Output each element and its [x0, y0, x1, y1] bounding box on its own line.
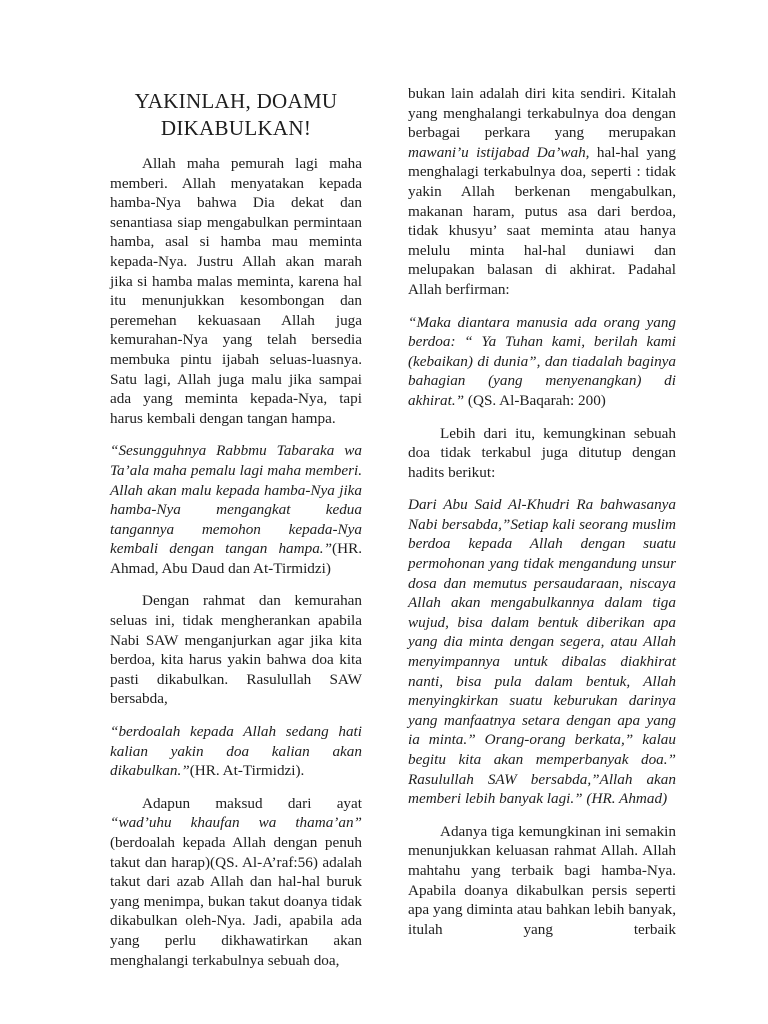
- ayat-explanation: (berdoalah kepada Allah dengan penuh takut dan harap)(QS. Al-A’raf:56) adalah takut dari azab Allah dan hal-hal buruk yang menimpa, bukan takut doanya tidak dikabulkan oleh-Nya. Jadi, apabila ada yang perlu dikhawatirkan akan menghalangi terkabulnya sebuah doa,: [110, 834, 362, 969]
- quran-quote: “Maka diantara manusia ada orang yang berdoa: “ Ya Tuhan kami, berilah kami (kebaikan) di dunia”, dan tiadalah baginya bahagian (yang menyenangkan) di akhirat.”: [408, 313, 676, 409]
- paragraph-tiga-kemungkinan: Adanya tiga kemungkinan ini semakin menunjukkan keluasan rahmat Allah. Allah mahtahu yang terbaik bagi hamba-Nya. Apabila doanya dikabulkan persis seperti apa yang diminta atau bahkan lebih banyak, itulah yang terbaik: [408, 822, 676, 938]
- article-title: [110, 88, 362, 142]
- right-column: [408, 84, 676, 952]
- hadith-abu-said: [408, 495, 676, 809]
- paragraph-lebih: Lebih dari itu, kemungkinan sebuah doa tidak terkabul juga ditutup dengan hadits berikut:: [408, 424, 676, 481]
- title-line-1: YAKINLAH, DOAMU: [134, 89, 338, 113]
- quran-source: (QS. Al-Baqarah: 200): [464, 391, 606, 409]
- hadith-quote-2: “berdoalah kepada Allah sedang hati kalian yakin doa kalian akan dikabulkan.”: [110, 723, 362, 780]
- continuation-italic-term: mawani’u istijabad Da’wah,: [408, 143, 590, 161]
- continuation-text-b: hal-hal yang menghalagi terkabulnya doa, seperti : tidak yakin Allah berkenan mengabulkan, makanan haram, putus asa dari berdoa, tidak khusyu’ saat meminta atau hanya melulu minta hal-hal duniawi dan melupakan balasan di akhirat. Padahal Allah berfirman:: [408, 143, 676, 298]
- hadith-quote: “Sesungguhnya Rabbmu Tabaraka wa Ta’ala maha pemalu lagi maha memberi. Allah akan malu kepada hamba-Nya jika hamba-Nya mengangkat kedua tangannya memohon kepada-Nya kembali dengan tangan hampa.”: [110, 442, 362, 558]
- paragraph-ayat: [110, 794, 362, 970]
- hadith-source-2: (HR. At-Tirmidzi).: [189, 762, 305, 780]
- paragraph-continuation: [408, 84, 676, 300]
- paragraph-rahmat: Dengan rahmat dan kemurahan seluas ini, tidak mengherankan apabila Nabi SAW menganjurkan agar jika kita berdoa, kita harus yakin bahwa doa kita pasti dikabulkan. Rasulullah SAW bersabda,: [110, 592, 362, 708]
- hadith-abu-said-text: Dari Abu Said Al-Khudri Ra bahwasanya Nabi bersabda,”Setiap kali seorang muslim berdoa kepada Allah dengan suatu permohonan yang tidak mengandung unsur dosa dan memutus persaudaraan, niscaya Allah akan mengabulkannya dalam tiga wujud, bisa dalam bentuk diberikan apa yang dia minta dengan segera, atau Allah menyimpannya untuk dibalas diakhirat nanti, bisa pula dalam bentuk, Allah menyingkirkan suatu keburukan darinya yang manfaatnya setara dengan apa yang ia minta.” Orang-orang berkata,” kalau begitu kita akan memperbanyak doa.” Rasulullah SAW bersabda,”Allah akan memberi lebih banyak lagi.” (HR. Ahmad): [408, 496, 676, 808]
- hadith-quote-paragraph-2: [110, 722, 362, 781]
- left-column: [110, 84, 362, 983]
- hadith-source: (HR. Ahmad, Abu Daud dan At-Tirmidzi): [110, 540, 362, 577]
- ayat-quote: “wad’uhu khaufan wa thama’an”: [110, 814, 362, 832]
- title-line-2: DIKABULKAN!: [160, 116, 312, 140]
- hadith-quote-paragraph: [110, 441, 362, 578]
- paragraph-intro: Allah maha pemurah lagi maha memberi. Allah menyatakan kepada hamba-Nya bahwa Dia dekat dan senantiasa siap mengabulkan permintaan hamba, asal si hamba mau meminta kepada-Nya. Justru Allah akan marah jika si hamba malas meminta, karena hal itu menunjukkan kesombongan dan peremehan kekuasaan Allah juga kemurahan-Nya yang telah bersedia membuka pintu ijabah seluas-luasnya. Satu lagi, Allah juga malu jika sampai ada yang meminta kepada-Nya, tapi harus kembali dengan tangan hampa.: [110, 155, 362, 427]
- continuation-text-a: bukan lain adalah diri kita sendiri. Kitalah yang menghalangi terkabulnya doa dengan berbagai perkara yang merupakan: [408, 85, 676, 142]
- quran-quote-paragraph: [408, 313, 676, 411]
- ayat-intro: Adapun maksud dari ayat: [142, 794, 362, 812]
